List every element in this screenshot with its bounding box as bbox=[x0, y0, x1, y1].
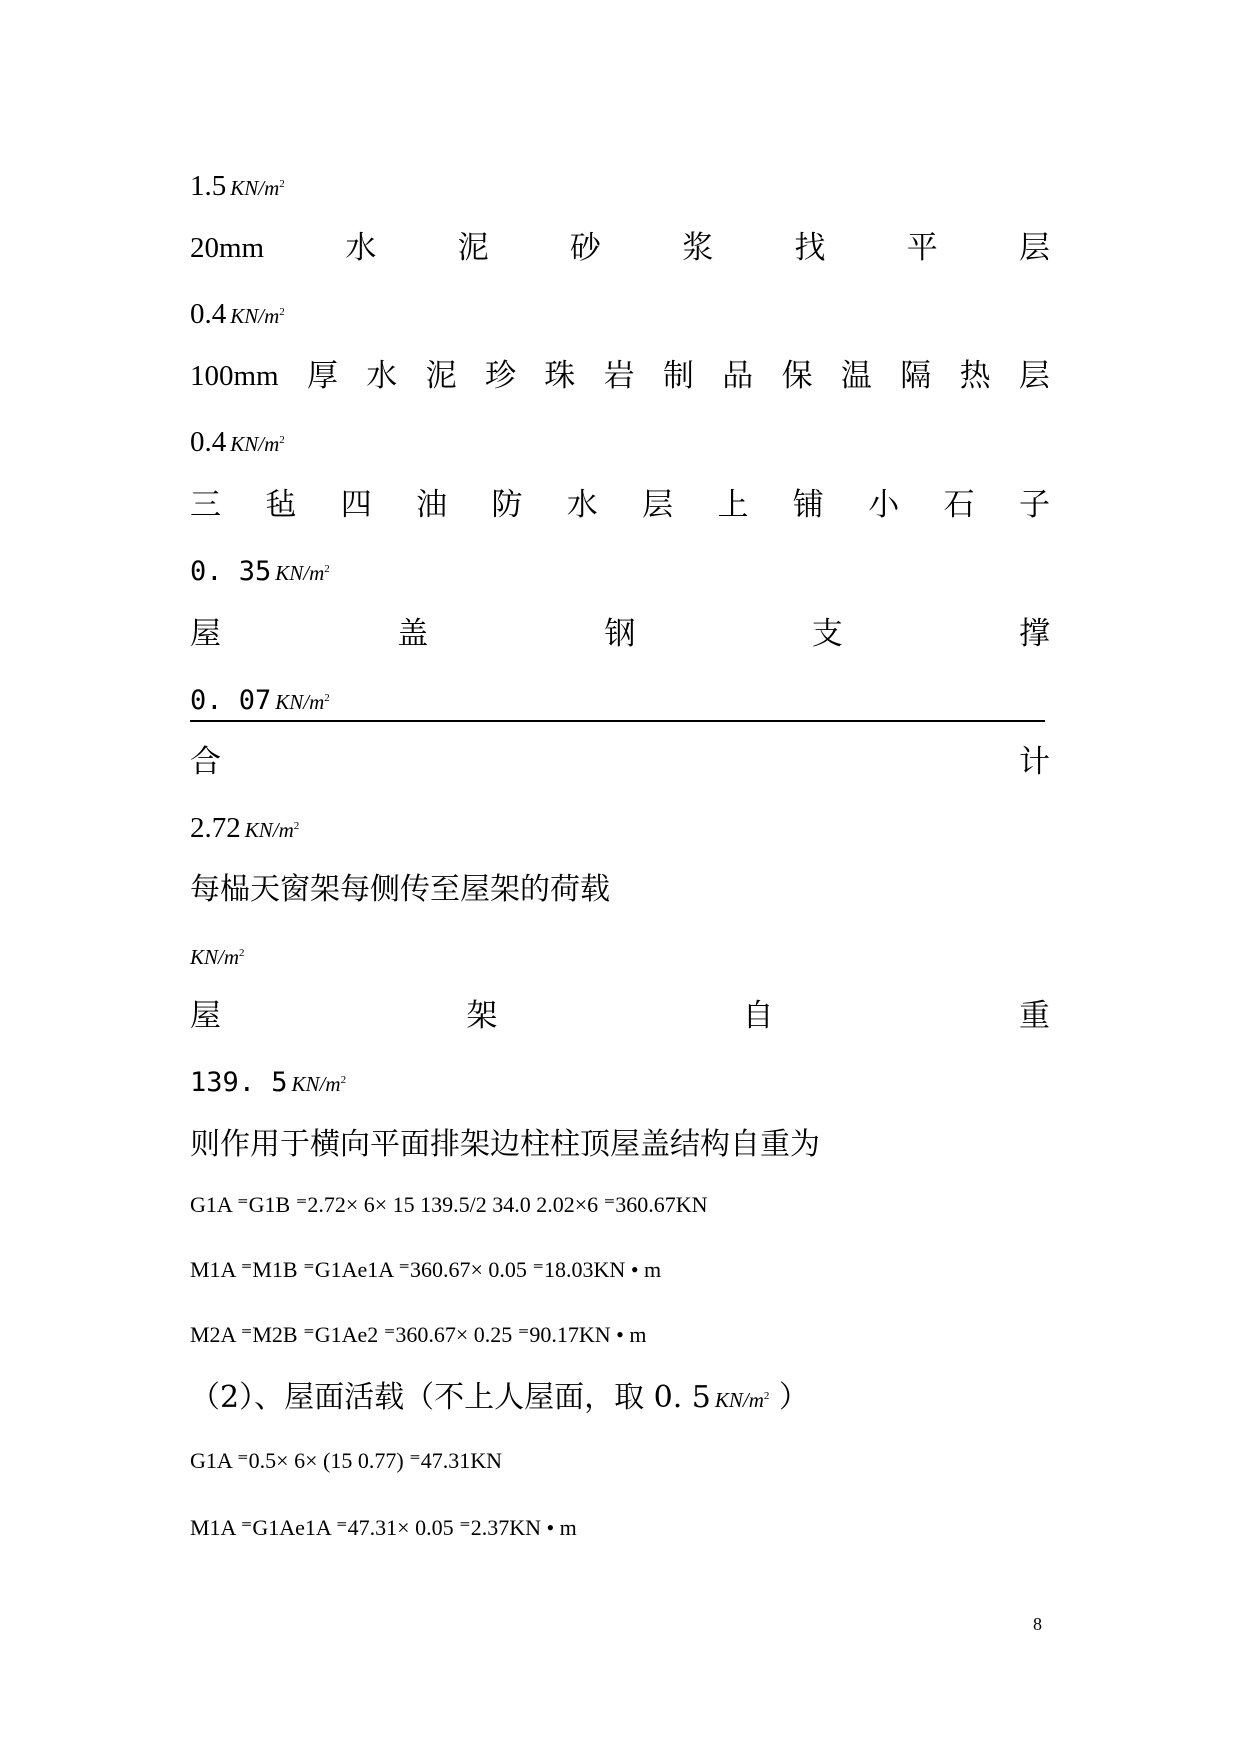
total-line: 合 计 bbox=[190, 744, 1050, 780]
roof-live-load-heading: （2）、屋面活载（不上人屋面，取 0. 5 $KN/m^2$ ） bbox=[190, 1380, 809, 1415]
load-line-3: 0.4 $KN/m^2$ bbox=[190, 426, 285, 458]
truss-weight-value: 139. 5 $KN/m^2$ bbox=[190, 1067, 347, 1098]
formula-m2a: M2A ⁼M2B ⁼G1Ae2 ⁼360.67× 0.25 ⁼90.17KN • m bbox=[190, 1322, 647, 1347]
formula-live-g1a: G1A ⁼0.5× 6× (15 0.77) ⁼47.31KN bbox=[190, 1448, 503, 1473]
load-line-1: 1.5 $KN/m^2$ bbox=[190, 170, 285, 202]
sum-divider bbox=[190, 720, 1045, 722]
roof-dead-load-text: 则作用于横向平面排架边柱柱顶屋盖结构自重为 bbox=[190, 1127, 820, 1162]
load-line-4: 0. 35 $KN/m^2$ bbox=[190, 556, 330, 587]
page-number: 8 bbox=[1033, 1614, 1042, 1634]
formula-g1a: G1A ⁼G1B ⁼2.72× 6× 15 139.5/2 34.0 2.02×6 ⁼360.67KN bbox=[190, 1192, 708, 1217]
roof-steel-bracing-line: 屋 盖 钢 支 撑 bbox=[190, 616, 1050, 652]
load-line-2: 0.4 $KN/m^2$ bbox=[190, 298, 285, 330]
cement-mortar-layer-line: 20mm 水 泥 砂 浆 找 平 层 bbox=[190, 230, 1050, 266]
total-value: 2.72 $KN/m^2$ bbox=[190, 812, 300, 844]
unit-line: $KN/m^2$ bbox=[190, 945, 245, 969]
formula-live-m1a: M1A ⁼G1Ae1A ⁼47.31× 0.05 ⁼2.37KN • m bbox=[190, 1515, 577, 1540]
load-line-5: 0. 07 $KN/m^2$ bbox=[190, 685, 330, 716]
waterproof-layer-line: 三 毡 四 油 防 水 层 上 铺 小 石 子 bbox=[190, 487, 1050, 523]
truss-self-weight-line: 屋 架 自 重 bbox=[190, 998, 1050, 1034]
formula-m1a: M1A ⁼M1B ⁼G1Ae1A ⁼360.67× 0.05 ⁼18.03KN • m bbox=[190, 1257, 662, 1282]
insulation-layer-line: 100mm 厚 水 泥 珍 珠 岩 制 品 保 温 隔 热 层 bbox=[190, 358, 1050, 394]
skylight-frame-load-text: 每榀天窗架每侧传至屋架的荷载 bbox=[190, 872, 610, 907]
